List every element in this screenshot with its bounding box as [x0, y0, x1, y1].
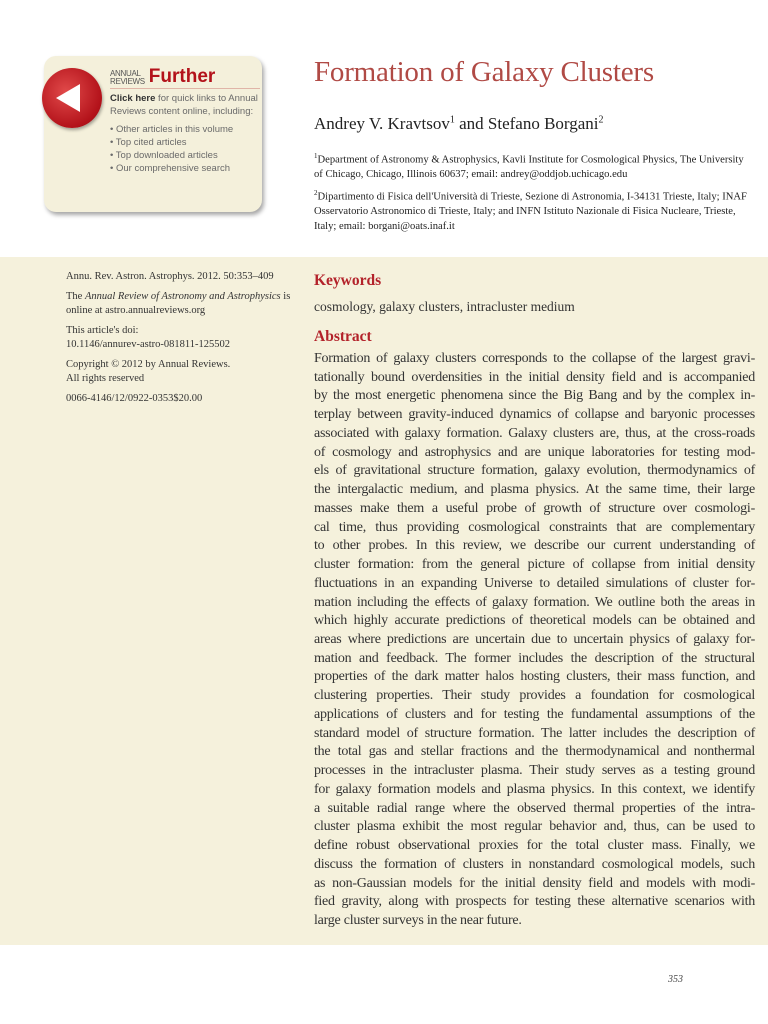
abstract-line: a suitable radial range where the observed thermal properties of the intra- — [314, 800, 755, 816]
abstract-line: applications of clusters and for testing the fundamental assumptions of the — [314, 706, 755, 722]
abstract-line: mation and feedback. The former includes the description of the structural — [314, 650, 755, 666]
author-2-sup: 2 — [598, 114, 604, 126]
abstract-heading: Abstract — [314, 328, 372, 345]
authors — [314, 114, 604, 134]
abstract-line: els of gravitational structure formation, galaxy evolution, thermodynamics of — [314, 463, 755, 479]
abstract-line: tationally bound overdensities in the initial density field and is accompanied — [314, 369, 755, 385]
abstract-line: which highly accurate predictions of theoretical models can be obtained and — [314, 613, 755, 629]
abstract-line: mation including the effects of galaxy formation. We outline both the areas in — [314, 594, 755, 610]
back-arrow-icon — [56, 84, 80, 112]
abstract-line: to other probes. In this review, we describe our current understanding of — [314, 538, 755, 554]
abstract-line: for galaxy formation models and plasma physics. In this context, we identify — [314, 781, 755, 797]
abstract-line: terplay between gravity-induced dynamics of collapse and baryonic processes — [314, 407, 755, 423]
affil-text: Department of Astronomy & Astrophysics, Kavli Institute for Cosmological Physics, The University of Chicago, Chicago, Illinois 60637; email: andrey@oddjob.uchicago.edu — [314, 154, 744, 180]
abstract-line: the total gas and stellar fractions and the thermodynamical and nonthermal — [314, 744, 755, 760]
further-heading: Further — [148, 66, 216, 87]
annual-reviews-logo — [110, 70, 145, 86]
abstract-line: Formation of galaxy clusters corresponds to the collapse of the largest gravi- — [314, 351, 755, 366]
abstract-line: clustering properties. Their study provides a foundation for cosmological — [314, 688, 755, 704]
citation: Annu. Rev. Astron. Astrophys. 2012. 50:353–409 — [66, 271, 274, 282]
copyright-block — [66, 358, 291, 386]
abstract-line: the intergalactic medium, and plasma physics. At the same time, their large — [314, 482, 755, 498]
abstract-line: processes in the intracluster plasma. Their study serves as a testing ground — [314, 763, 755, 779]
abstract-line: discuss the formation of clusters in nonstandard cosmological models, such — [314, 856, 755, 872]
further-item-top-cited[interactable]: • Top cited articles — [110, 137, 187, 148]
click-here-link[interactable]: Click here — [110, 93, 156, 104]
abstract-line: large cluster surveys in the near future. — [314, 913, 522, 929]
doi[interactable]: 10.1146/annurev-astro-081811-125502 — [66, 339, 230, 350]
affil-text: Dipartimento di Fisica dell'Università di Trieste, Sezione di Astronomia, I-34131 Trieste, Italy; INAF Osservatorio Astronomico di Trieste, Italy; and INFN Istituto Nazionale di Fisica Nucleare, Trieste, Italy; email: borgani@oats.inaf.it — [314, 191, 747, 232]
affiliation-2 — [314, 186, 754, 234]
article-title: Formation of Galaxy Clusters — [314, 56, 654, 88]
keywords-heading: Keywords — [314, 272, 382, 289]
abstract-line: fluctuations in an expanding Universe to detailed simulations of cluster for- — [314, 575, 755, 591]
abstract-line: cluster formation: from the general picture of collapse from initial density — [314, 557, 755, 573]
abstract-line: cal time, thus providing cosmological constraints that are complementary — [314, 519, 755, 535]
abstract-line: by the most energetic phenomena since the Big Bang and by the complex in- — [314, 388, 755, 404]
abstract-line: standard model of structure formation. The latter includes the description of — [314, 725, 755, 741]
affiliation-1 — [314, 149, 754, 182]
abstract-line: fied gravity, along with prospects for testing these alternative scenarios with — [314, 894, 755, 910]
abstract-line: masses make them a useful probe of growth of structure over cosmologi- — [314, 500, 755, 516]
author-2: and Stefano Borgani — [454, 114, 599, 133]
further-item-other-articles[interactable]: • Other articles in this volume — [110, 124, 234, 135]
affil-sup: 1 — [314, 152, 318, 160]
article-info — [66, 270, 291, 412]
further-item-top-downloaded[interactable]: • Top downloaded articles — [110, 150, 218, 161]
rights: All rights reserved — [66, 373, 145, 384]
abstract-line: areas where predictions are uncertain due to uncertain physics of galaxy for- — [314, 632, 755, 648]
copyright: Copyright © 2012 by Annual Reviews. — [66, 359, 231, 370]
online-pre: The — [66, 291, 85, 302]
abstract-line: of cosmology and astrophysics and are unique laboratories for testing mod- — [314, 444, 755, 460]
page-number: 353 — [668, 974, 683, 985]
further-link-button[interactable] — [42, 68, 102, 128]
logo-line: REVIEWS — [110, 77, 145, 86]
abstract-line: properties of the dark matter halos hosting clusters, their mass function, and — [314, 669, 755, 685]
abstract-line: cluster plasma exhibit the most regular behavior and, thus, can be used to — [314, 819, 755, 835]
affiliations — [314, 149, 754, 238]
journal-name: Annual Review of Astronomy and Astrophysics — [84, 291, 281, 302]
further-item-search[interactable]: • Our comprehensive search — [110, 163, 231, 174]
affil-sup: 2 — [314, 189, 318, 198]
doi-label: This article's doi: — [66, 325, 139, 336]
logo-line: ANNUAL — [110, 69, 141, 78]
online-post: is online at astro.annualreviews.org — [66, 291, 291, 316]
further-intro: for quick links to Annual Reviews content online, including: — [110, 93, 258, 117]
abstract-line: define robust observational proxies for the total cluster mass. Finally, we — [314, 838, 755, 854]
online-info — [66, 290, 291, 318]
abstract-line: as non-Gaussian models for the initial density field and models with modi- — [314, 875, 755, 891]
further-text — [110, 68, 260, 175]
keywords: cosmology, galaxy clusters, intracluster medium — [314, 299, 575, 314]
author-1: Andrey V. Kravtsov — [314, 114, 450, 133]
issn: 0066-4146/12/0922-0353$20.00 — [66, 393, 203, 404]
doi-block — [66, 324, 291, 352]
author-1-sup: 1 — [449, 114, 455, 126]
abstract-line: associated with galaxy formation. Galaxy clusters are, thus, at the cross-roads — [314, 425, 755, 441]
abstract-text — [314, 350, 755, 931]
